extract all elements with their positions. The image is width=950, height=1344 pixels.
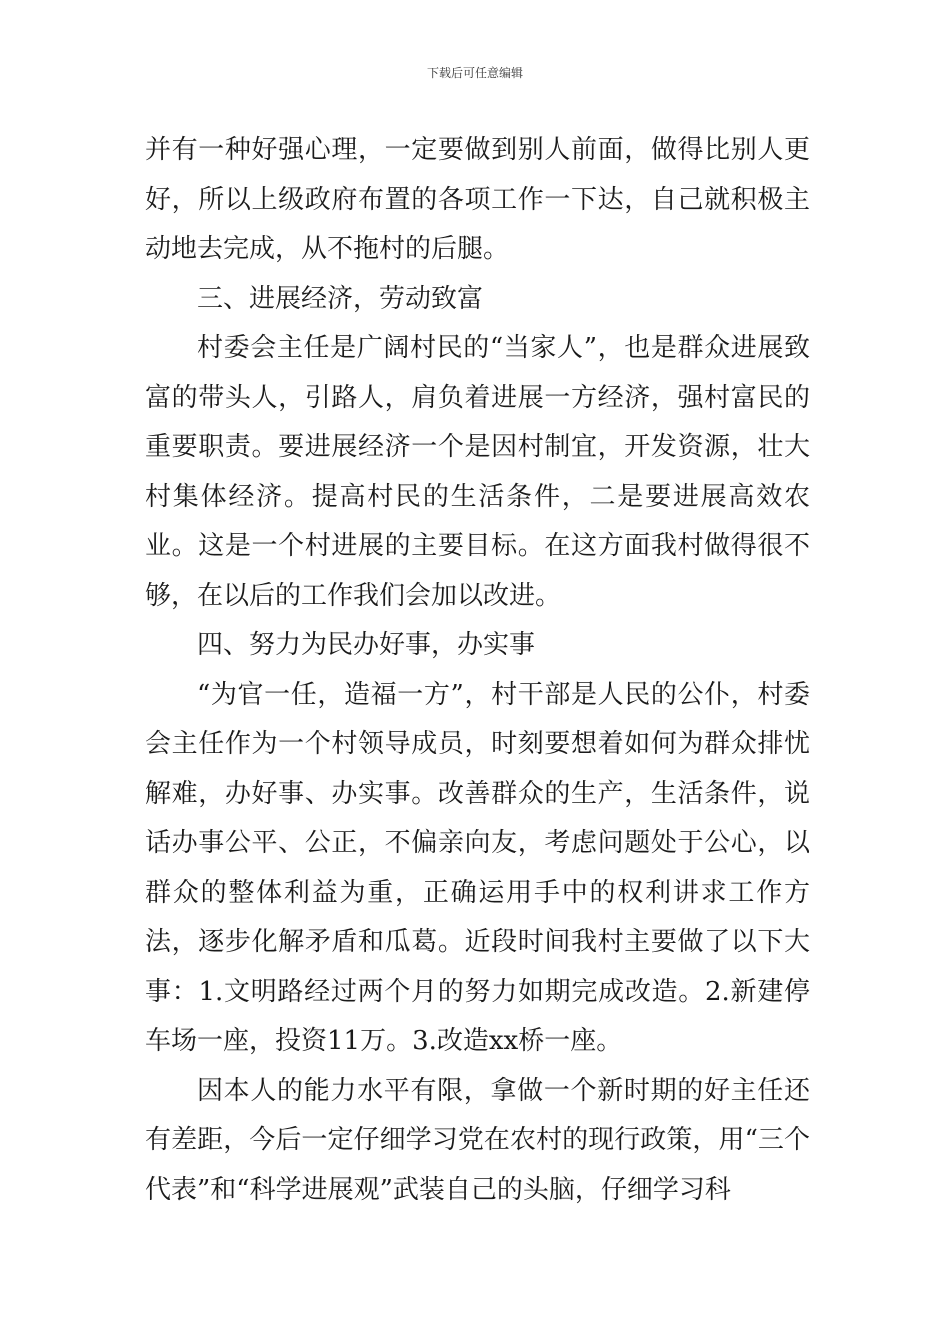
- paragraph-conclusion: 因本人的能力水平有限，拿做一个新时期的好主任还有差距，今后一定仔细学习党在农村的现行政策，用“三个代表”和“科学进展观”武装自己的头脑，仔细学习科: [145, 1075, 810, 1205]
- document-body: [145, 126, 810, 1215]
- paragraph-economy: 村委会主任是广阔村民的“当家人”，也是群众进展致富的带头人，引路人，肩负着进展一方经济，强村富民的重要职责。要进展经济一个是因村制宜，开发资源，壮大村集体经济。提高村民的生活条件，二是要进展高效农业。这是一个村进展的主要目标。在这方面我村做得很不够，在以后的工作我们会加以改进。: [145, 333, 810, 611]
- section-heading-service: 四、努力为民办好事，办实事: [197, 630, 536, 660]
- section-heading-economy: 三、进展经济，劳动致富: [197, 283, 484, 314]
- paragraph-service: “为官一任，造福一方”，村干部是人民的公仆，村委会主任作为一个村领导成员，时刻要想着如何为群众排忧解难，办好事、办实事。改善群众的生产，生活条件，说话办事公平、公正，不偏亲向友，考虑问题处于公心，以群众的整体利益为重，正确运用手中的权利讲求工作方法，逐步化解矛盾和瓜葛。近段时间我村主要做了以下大事：1.文明路经过两个月的努力如期完成改造。2.新建停车场一座，投资11万。3.改造xx桥一座。: [145, 679, 810, 1056]
- page-header: 下载后可任意编辑: [426, 66, 523, 80]
- paragraph-continuation: 并有一种好强心理，一定要做到别人前面，做得比别人更好，所以上级政府布置的各项工作一下达，自己就积极主动地去完成，从不拖村的后腿。: [145, 135, 810, 264]
